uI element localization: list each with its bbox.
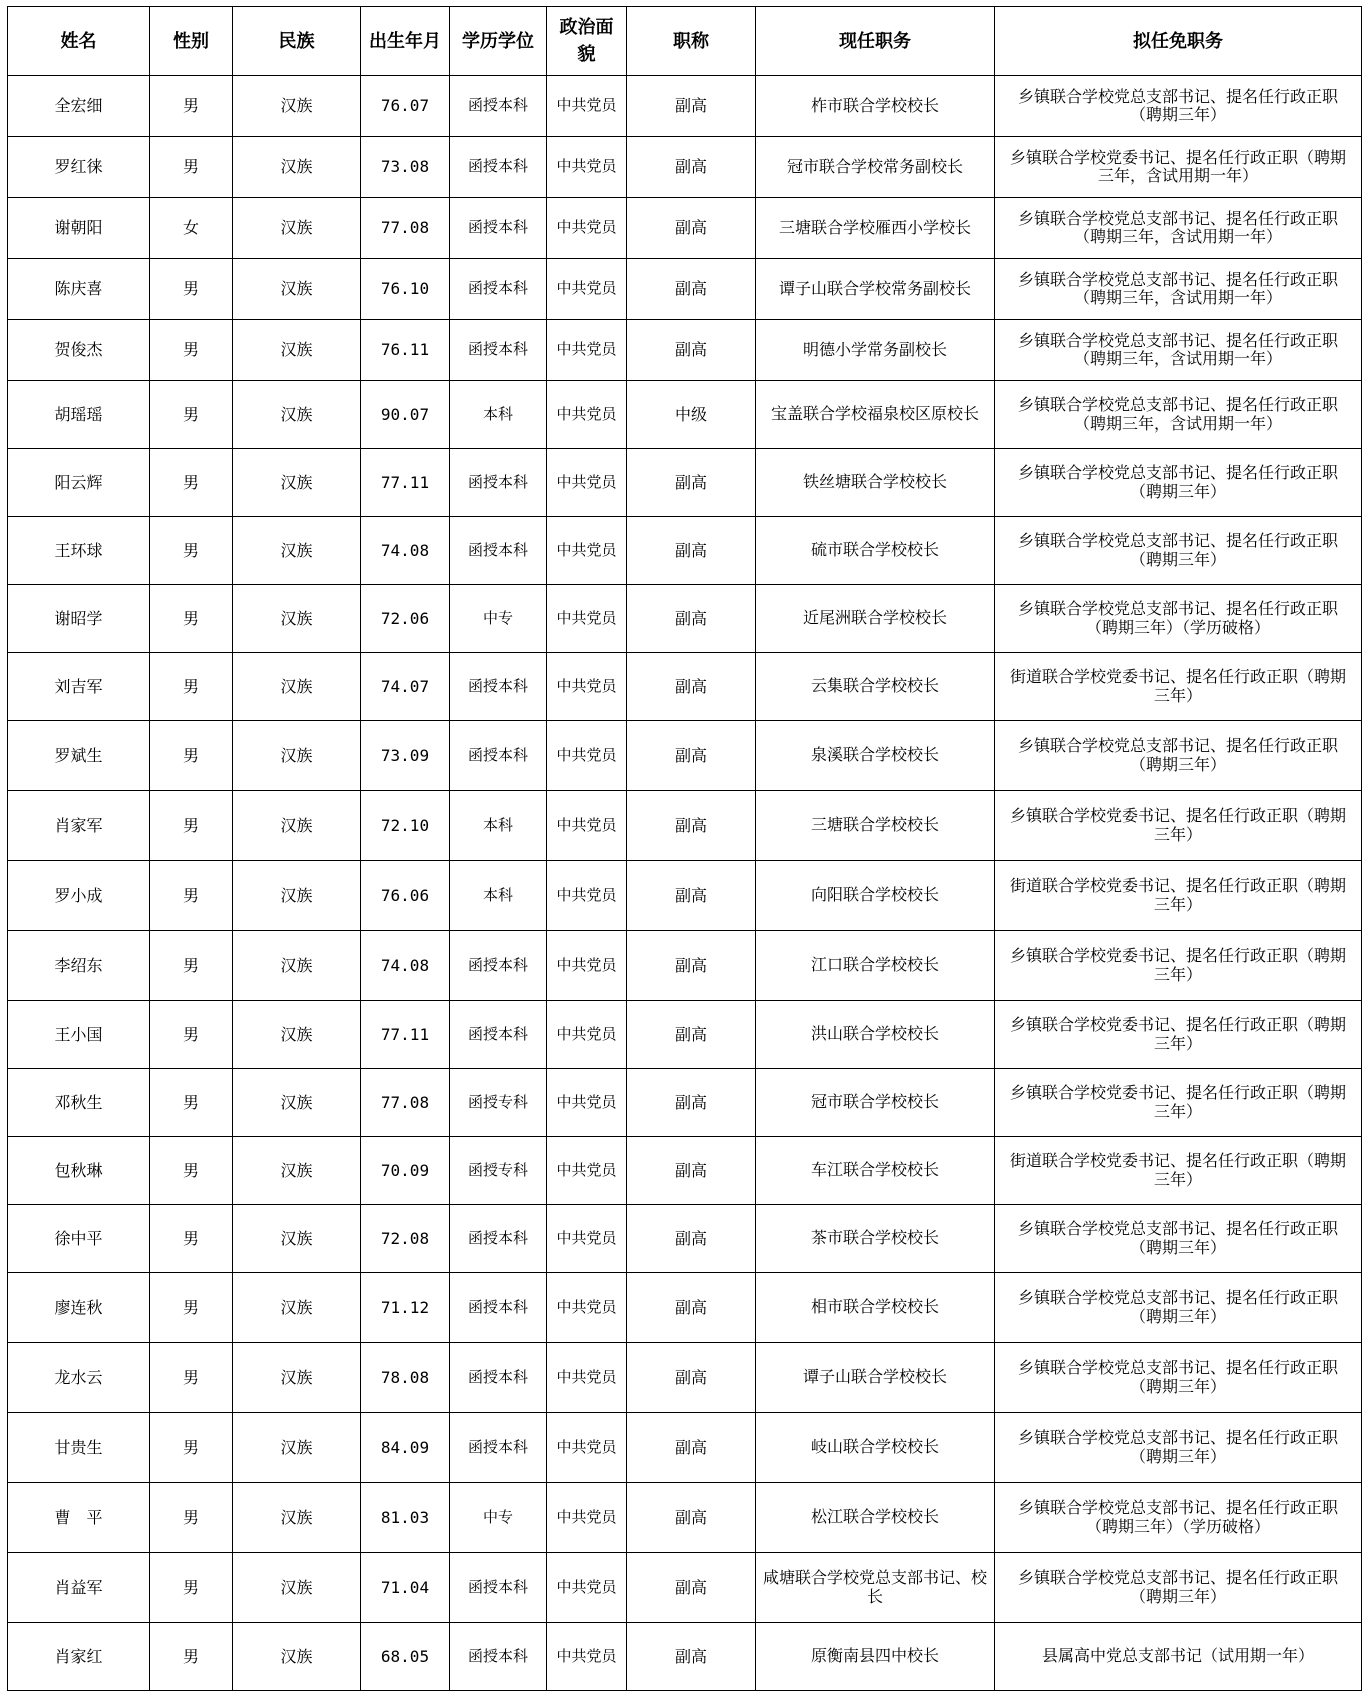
table-row <box>8 1273 1362 1343</box>
cell-political: 中共党员 <box>547 517 627 585</box>
table-row <box>8 721 1362 791</box>
cell-education: 函授本科 <box>450 320 547 381</box>
cell-title: 副高 <box>627 1273 756 1343</box>
cell-proposed-post: 乡镇联合学校党总支部书记、提名任行政正职（聘期三年） <box>995 1553 1362 1623</box>
cell-gender: 男 <box>150 1553 233 1623</box>
cell-gender: 男 <box>150 1413 233 1483</box>
cell-education: 本科 <box>450 791 547 861</box>
cell-current-post: 冠市联合学校校长 <box>756 1069 995 1137</box>
table-row <box>8 137 1362 198</box>
cell-political: 中共党员 <box>547 76 627 137</box>
cell-proposed-post: 街道联合学校党委书记、提名任行政正职（聘期三年） <box>995 1137 1362 1205</box>
cell-proposed-post: 乡镇联合学校党总支部书记、提名任行政正职（聘期三年） <box>995 1205 1362 1273</box>
header-political: 政治面貌 <box>547 7 627 76</box>
cell-name: 罗红徕 <box>8 137 150 198</box>
cell-gender: 男 <box>150 931 233 1001</box>
cell-proposed-post: 县属高中党总支部书记（试用期一年） <box>995 1623 1362 1691</box>
cell-education: 函授本科 <box>450 1623 547 1691</box>
cell-proposed-post: 乡镇联合学校党总支部书记、提名任行政正职（聘期三年，含试用期一年） <box>995 259 1362 320</box>
cell-political: 中共党员 <box>547 198 627 259</box>
cell-gender: 男 <box>150 1001 233 1069</box>
cell-education: 函授本科 <box>450 517 547 585</box>
cell-name: 陈庆喜 <box>8 259 150 320</box>
cell-current-post: 谭子山联合学校常务副校长 <box>756 259 995 320</box>
header-birth: 出生年月 <box>361 7 450 76</box>
cell-ethnicity: 汉族 <box>233 137 361 198</box>
cell-name: 罗小成 <box>8 861 150 931</box>
cell-education: 函授本科 <box>450 76 547 137</box>
cell-proposed-post: 乡镇联合学校党总支部书记、提名任行政正职（聘期三年） <box>995 449 1362 517</box>
cell-birth: 84.09 <box>361 1413 450 1483</box>
cell-birth: 73.09 <box>361 721 450 791</box>
cell-gender: 女 <box>150 198 233 259</box>
cell-proposed-post: 乡镇联合学校党总支部书记、提名任行政正职（聘期三年） <box>995 1343 1362 1413</box>
cell-political: 中共党员 <box>547 137 627 198</box>
cell-title: 副高 <box>627 1069 756 1137</box>
cell-birth: 77.11 <box>361 1001 450 1069</box>
cell-political: 中共党员 <box>547 1553 627 1623</box>
table-row <box>8 1343 1362 1413</box>
cell-proposed-post: 乡镇联合学校党委书记、提名任行政正职（聘期三年） <box>995 1001 1362 1069</box>
cell-proposed-post: 街道联合学校党委书记、提名任行政正职（聘期三年） <box>995 861 1362 931</box>
cell-ethnicity: 汉族 <box>233 861 361 931</box>
table-row <box>8 1137 1362 1205</box>
cell-proposed-post: 乡镇联合学校党总支部书记、提名任行政正职（聘期三年） <box>995 517 1362 585</box>
cell-name: 曹 平 <box>8 1483 150 1553</box>
cell-education: 函授专科 <box>450 1137 547 1205</box>
cell-current-post: 谭子山联合学校校长 <box>756 1343 995 1413</box>
cell-name: 廖连秋 <box>8 1273 150 1343</box>
cell-gender: 男 <box>150 1623 233 1691</box>
cell-education: 中专 <box>450 585 547 653</box>
cell-proposed-post: 乡镇联合学校党委书记、提名任行政正职（聘期三年） <box>995 791 1362 861</box>
header-ethnicity: 民族 <box>233 7 361 76</box>
cell-proposed-post: 乡镇联合学校党委书记、提名任行政正职（聘期三年） <box>995 1069 1362 1137</box>
header-name: 姓名 <box>8 7 150 76</box>
cell-current-post: 硫市联合学校校长 <box>756 517 995 585</box>
header-education: 学历学位 <box>450 7 547 76</box>
cell-current-post: 相市联合学校校长 <box>756 1273 995 1343</box>
cell-gender: 男 <box>150 320 233 381</box>
cell-ethnicity: 汉族 <box>233 320 361 381</box>
cell-education: 函授本科 <box>450 1273 547 1343</box>
cell-title: 副高 <box>627 1623 756 1691</box>
cell-birth: 74.08 <box>361 931 450 1001</box>
cell-title: 副高 <box>627 1205 756 1273</box>
cell-education: 函授本科 <box>450 1413 547 1483</box>
cell-birth: 68.05 <box>361 1623 450 1691</box>
table-body <box>8 76 1362 1691</box>
cell-political: 中共党员 <box>547 449 627 517</box>
cell-ethnicity: 汉族 <box>233 721 361 791</box>
cell-title: 中级 <box>627 381 756 449</box>
cell-ethnicity: 汉族 <box>233 585 361 653</box>
cell-name: 谢昭学 <box>8 585 150 653</box>
cell-name: 阳云辉 <box>8 449 150 517</box>
table-row <box>8 861 1362 931</box>
cell-name: 李绍东 <box>8 931 150 1001</box>
cell-education: 函授本科 <box>450 931 547 1001</box>
cell-gender: 男 <box>150 1069 233 1137</box>
cell-gender: 男 <box>150 1137 233 1205</box>
cell-gender: 男 <box>150 1483 233 1553</box>
cell-education: 本科 <box>450 381 547 449</box>
cell-current-post: 柞市联合学校校长 <box>756 76 995 137</box>
header-gender: 性别 <box>150 7 233 76</box>
cell-birth: 76.10 <box>361 259 450 320</box>
cell-title: 副高 <box>627 449 756 517</box>
cell-birth: 73.08 <box>361 137 450 198</box>
cell-political: 中共党员 <box>547 1623 627 1691</box>
cell-political: 中共党员 <box>547 931 627 1001</box>
cell-current-post: 铁丝塘联合学校校长 <box>756 449 995 517</box>
cell-education: 函授本科 <box>450 1001 547 1069</box>
cell-current-post: 原衡南县四中校长 <box>756 1623 995 1691</box>
cell-name: 包秋琳 <box>8 1137 150 1205</box>
cell-birth: 72.08 <box>361 1205 450 1273</box>
cell-name: 罗斌生 <box>8 721 150 791</box>
cell-birth: 76.11 <box>361 320 450 381</box>
cell-current-post: 咸塘联合学校党总支部书记、校长 <box>756 1553 995 1623</box>
cell-current-post: 向阳联合学校校长 <box>756 861 995 931</box>
cell-title: 副高 <box>627 76 756 137</box>
cell-title: 副高 <box>627 1553 756 1623</box>
cell-education: 中专 <box>450 1483 547 1553</box>
cell-ethnicity: 汉族 <box>233 259 361 320</box>
header-current-post: 现任职务 <box>756 7 995 76</box>
cell-ethnicity: 汉族 <box>233 931 361 1001</box>
cell-current-post: 三塘联合学校校长 <box>756 791 995 861</box>
cell-education: 函授本科 <box>450 721 547 791</box>
cell-gender: 男 <box>150 791 233 861</box>
cell-political: 中共党员 <box>547 381 627 449</box>
table-row <box>8 1001 1362 1069</box>
cell-current-post: 近尾洲联合学校校长 <box>756 585 995 653</box>
table-row <box>8 1483 1362 1553</box>
table-row <box>8 1205 1362 1273</box>
cell-proposed-post: 乡镇联合学校党委书记、提名任行政正职（聘期三年，含试用期一年） <box>995 137 1362 198</box>
cell-current-post: 明德小学常务副校长 <box>756 320 995 381</box>
cell-name: 王小国 <box>8 1001 150 1069</box>
header-title: 职称 <box>627 7 756 76</box>
cell-gender: 男 <box>150 137 233 198</box>
cell-name: 肖家军 <box>8 791 150 861</box>
cell-title: 副高 <box>627 517 756 585</box>
cell-current-post: 泉溪联合学校校长 <box>756 721 995 791</box>
cell-name: 肖益军 <box>8 1553 150 1623</box>
cell-title: 副高 <box>627 1137 756 1205</box>
cell-education: 函授专科 <box>450 1069 547 1137</box>
cell-birth: 71.12 <box>361 1273 450 1343</box>
cell-birth: 77.08 <box>361 198 450 259</box>
cell-education: 函授本科 <box>450 137 547 198</box>
cell-birth: 72.10 <box>361 791 450 861</box>
cell-birth: 90.07 <box>361 381 450 449</box>
header-proposed-post: 拟任免职务 <box>995 7 1362 76</box>
cell-gender: 男 <box>150 1273 233 1343</box>
cell-gender: 男 <box>150 517 233 585</box>
cell-proposed-post: 乡镇联合学校党总支部书记、提名任行政正职（聘期三年） <box>995 76 1362 137</box>
cell-education: 函授本科 <box>450 449 547 517</box>
cell-ethnicity: 汉族 <box>233 1137 361 1205</box>
cell-political: 中共党员 <box>547 1137 627 1205</box>
cell-education: 函授本科 <box>450 198 547 259</box>
cell-gender: 男 <box>150 381 233 449</box>
cell-education: 函授本科 <box>450 1205 547 1273</box>
cell-name: 甘贵生 <box>8 1413 150 1483</box>
cell-birth: 77.08 <box>361 1069 450 1137</box>
cell-gender: 男 <box>150 449 233 517</box>
cell-ethnicity: 汉族 <box>233 1069 361 1137</box>
cell-title: 副高 <box>627 861 756 931</box>
cell-name: 王环球 <box>8 517 150 585</box>
cell-political: 中共党员 <box>547 1205 627 1273</box>
cell-political: 中共党员 <box>547 653 627 721</box>
cell-current-post: 茶市联合学校校长 <box>756 1205 995 1273</box>
cell-title: 副高 <box>627 137 756 198</box>
cell-proposed-post: 乡镇联合学校党总支部书记、提名任行政正职（聘期三年） <box>995 1413 1362 1483</box>
cell-ethnicity: 汉族 <box>233 1001 361 1069</box>
cell-education: 函授本科 <box>450 1343 547 1413</box>
table-row <box>8 791 1362 861</box>
cell-gender: 男 <box>150 259 233 320</box>
cell-current-post: 云集联合学校校长 <box>756 653 995 721</box>
cell-birth: 77.11 <box>361 449 450 517</box>
table-row <box>8 931 1362 1001</box>
cell-name: 邓秋生 <box>8 1069 150 1137</box>
cell-political: 中共党员 <box>547 861 627 931</box>
cell-title: 副高 <box>627 653 756 721</box>
cell-ethnicity: 汉族 <box>233 1623 361 1691</box>
cell-proposed-post: 乡镇联合学校党总支部书记、提名任行政正职（聘期三年，含试用期一年） <box>995 320 1362 381</box>
cell-proposed-post: 乡镇联合学校党总支部书记、提名任行政正职（聘期三年）（学历破格） <box>995 1483 1362 1553</box>
cell-name: 徐中平 <box>8 1205 150 1273</box>
cell-political: 中共党员 <box>547 1001 627 1069</box>
cell-ethnicity: 汉族 <box>233 1413 361 1483</box>
cell-ethnicity: 汉族 <box>233 653 361 721</box>
cell-title: 副高 <box>627 931 756 1001</box>
cell-title: 副高 <box>627 791 756 861</box>
cell-current-post: 三塘联合学校雁西小学校长 <box>756 198 995 259</box>
cadre-table <box>7 6 1362 1691</box>
cell-ethnicity: 汉族 <box>233 1273 361 1343</box>
cell-birth: 78.08 <box>361 1343 450 1413</box>
cell-political: 中共党员 <box>547 791 627 861</box>
cell-political: 中共党员 <box>547 585 627 653</box>
cell-title: 副高 <box>627 320 756 381</box>
cell-current-post: 宝盖联合学校福泉校区原校长 <box>756 381 995 449</box>
cell-proposed-post: 乡镇联合学校党委书记、提名任行政正职（聘期三年） <box>995 931 1362 1001</box>
cell-name: 刘吉军 <box>8 653 150 721</box>
table-row <box>8 381 1362 449</box>
cell-gender: 男 <box>150 1343 233 1413</box>
cell-political: 中共党员 <box>547 1413 627 1483</box>
cell-birth: 81.03 <box>361 1483 450 1553</box>
cell-ethnicity: 汉族 <box>233 1553 361 1623</box>
cell-ethnicity: 汉族 <box>233 1483 361 1553</box>
cell-birth: 70.09 <box>361 1137 450 1205</box>
table-row <box>8 198 1362 259</box>
cell-gender: 男 <box>150 861 233 931</box>
table-row <box>8 1069 1362 1137</box>
cell-gender: 男 <box>150 721 233 791</box>
cell-ethnicity: 汉族 <box>233 517 361 585</box>
cell-gender: 男 <box>150 585 233 653</box>
cell-ethnicity: 汉族 <box>233 381 361 449</box>
cell-ethnicity: 汉族 <box>233 1343 361 1413</box>
cell-name: 龙水云 <box>8 1343 150 1413</box>
cell-current-post: 江口联合学校校长 <box>756 931 995 1001</box>
cell-current-post: 岐山联合学校校长 <box>756 1413 995 1483</box>
table-row <box>8 585 1362 653</box>
cell-proposed-post: 乡镇联合学校党总支部书记、提名任行政正职（聘期三年） <box>995 721 1362 791</box>
cell-political: 中共党员 <box>547 1069 627 1137</box>
cell-education: 函授本科 <box>450 259 547 320</box>
cell-proposed-post: 街道联合学校党委书记、提名任行政正职（聘期三年） <box>995 653 1362 721</box>
cell-name: 全宏细 <box>8 76 150 137</box>
cell-title: 副高 <box>627 1343 756 1413</box>
table-row <box>8 653 1362 721</box>
table-row <box>8 1553 1362 1623</box>
cell-title: 副高 <box>627 585 756 653</box>
cell-current-post: 洪山联合学校校长 <box>756 1001 995 1069</box>
table-row <box>8 1623 1362 1691</box>
cell-gender: 男 <box>150 1205 233 1273</box>
cell-title: 副高 <box>627 1413 756 1483</box>
cell-education: 函授本科 <box>450 1553 547 1623</box>
cell-proposed-post: 乡镇联合学校党总支部书记、提名任行政正职（聘期三年） <box>995 1273 1362 1343</box>
cell-birth: 74.08 <box>361 517 450 585</box>
table-row <box>8 517 1362 585</box>
cell-title: 副高 <box>627 1001 756 1069</box>
cell-gender: 男 <box>150 653 233 721</box>
cell-birth: 72.06 <box>361 585 450 653</box>
cell-birth: 76.07 <box>361 76 450 137</box>
cell-political: 中共党员 <box>547 259 627 320</box>
cell-current-post: 松江联合学校校长 <box>756 1483 995 1553</box>
table-row <box>8 1413 1362 1483</box>
table-row <box>8 449 1362 517</box>
cell-birth: 76.06 <box>361 861 450 931</box>
cell-name: 肖家红 <box>8 1623 150 1691</box>
cell-ethnicity: 汉族 <box>233 449 361 517</box>
cell-political: 中共党员 <box>547 1343 627 1413</box>
cell-title: 副高 <box>627 721 756 791</box>
table-row <box>8 259 1362 320</box>
cell-education: 本科 <box>450 861 547 931</box>
cell-ethnicity: 汉族 <box>233 198 361 259</box>
cell-ethnicity: 汉族 <box>233 1205 361 1273</box>
table-row <box>8 320 1362 381</box>
cell-birth: 74.07 <box>361 653 450 721</box>
cell-name: 谢朝阳 <box>8 198 150 259</box>
cell-proposed-post: 乡镇联合学校党总支部书记、提名任行政正职（聘期三年）（学历破格） <box>995 585 1362 653</box>
cell-current-post: 车江联合学校校长 <box>756 1137 995 1205</box>
cell-political: 中共党员 <box>547 1273 627 1343</box>
cell-ethnicity: 汉族 <box>233 791 361 861</box>
cell-proposed-post: 乡镇联合学校党总支部书记、提名任行政正职（聘期三年，含试用期一年） <box>995 381 1362 449</box>
cell-title: 副高 <box>627 259 756 320</box>
cell-current-post: 冠市联合学校常务副校长 <box>756 137 995 198</box>
cell-proposed-post: 乡镇联合学校党总支部书记、提名任行政正职（聘期三年，含试用期一年） <box>995 198 1362 259</box>
cell-ethnicity: 汉族 <box>233 76 361 137</box>
cell-birth: 71.04 <box>361 1553 450 1623</box>
cell-title: 副高 <box>627 198 756 259</box>
cell-political: 中共党员 <box>547 1483 627 1553</box>
cell-political: 中共党员 <box>547 721 627 791</box>
cell-gender: 男 <box>150 76 233 137</box>
cell-name: 胡瑶瑶 <box>8 381 150 449</box>
table-row <box>8 76 1362 137</box>
cell-title: 副高 <box>627 1483 756 1553</box>
cell-education: 函授本科 <box>450 653 547 721</box>
header-row <box>8 7 1362 76</box>
cell-name: 贺俊杰 <box>8 320 150 381</box>
cell-political: 中共党员 <box>547 320 627 381</box>
